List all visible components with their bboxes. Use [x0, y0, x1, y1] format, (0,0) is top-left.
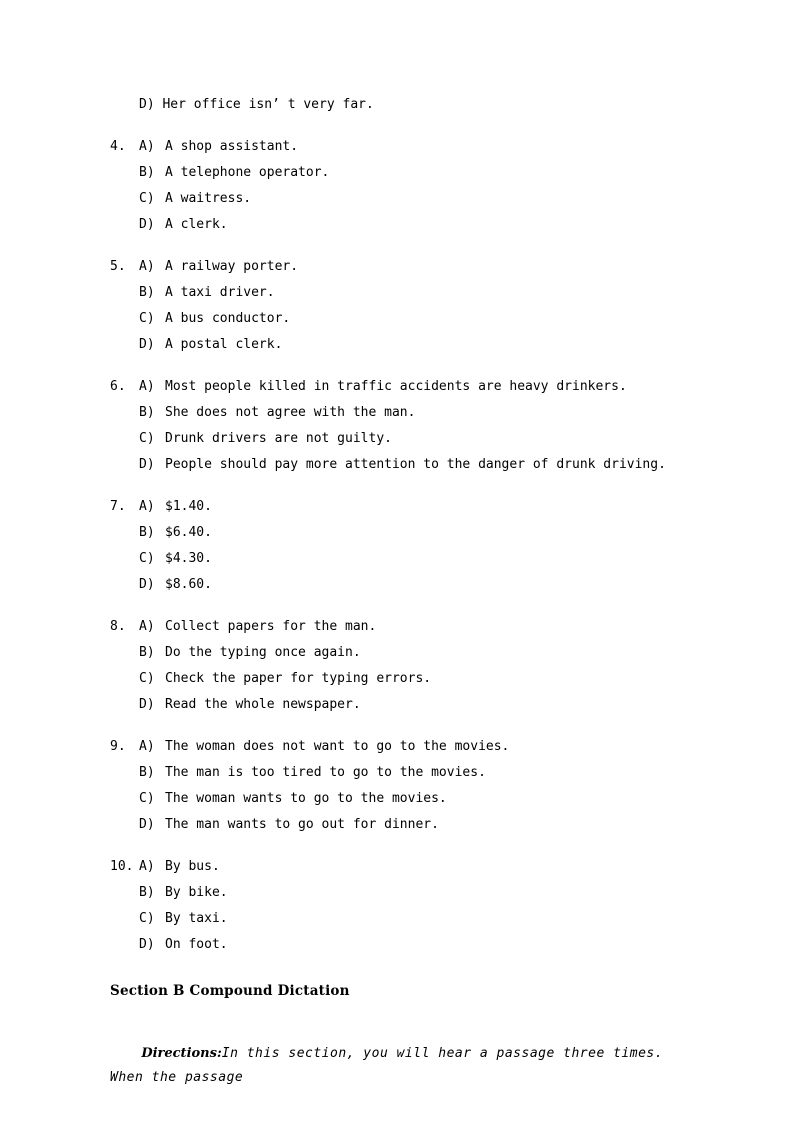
question-number: 9.	[110, 739, 126, 754]
question-option-row[interactable]	[110, 254, 698, 280]
question-option-row[interactable]	[110, 932, 698, 958]
option-letter: C)	[139, 671, 155, 686]
option-text: Collect papers for the man.	[165, 619, 377, 634]
directions-label: Directions:	[141, 1046, 222, 1061]
question-option-row[interactable]	[110, 280, 698, 306]
option-letter: C)	[139, 911, 155, 926]
question-option-row[interactable]	[110, 614, 698, 640]
option-text: $6.40.	[165, 525, 212, 540]
option-letter: A)	[139, 499, 155, 514]
option-letter: C)	[139, 551, 155, 566]
question-option-row[interactable]	[110, 640, 698, 666]
option-text: A shop assistant.	[165, 139, 299, 154]
option-letter: D)	[139, 577, 155, 592]
option-letter: B)	[139, 285, 155, 300]
question-option-row[interactable]	[110, 452, 698, 478]
question-block	[110, 374, 698, 478]
question-option-row[interactable]	[110, 212, 698, 238]
option-letter: B)	[139, 885, 155, 900]
question-option-row[interactable]	[110, 186, 698, 212]
option-letter: A)	[139, 259, 155, 274]
option-letter: A)	[139, 859, 155, 874]
question-option-row[interactable]	[110, 572, 698, 598]
question-number: 5.	[110, 259, 126, 274]
option-text: By bike.	[165, 885, 228, 900]
question-option-row[interactable]	[110, 760, 698, 786]
option-text: A clerk.	[165, 217, 228, 232]
question-option-row[interactable]	[110, 160, 698, 186]
question-block	[110, 494, 698, 598]
option-text: Do the typing once again.	[165, 645, 361, 660]
question-option-row[interactable]	[110, 854, 698, 880]
question-option-row[interactable]	[110, 134, 698, 160]
option-letter: B)	[139, 645, 155, 660]
option-text: A taxi driver.	[165, 285, 275, 300]
option-letter: C)	[139, 791, 155, 806]
option-text: By taxi.	[165, 911, 228, 926]
option-letter: C)	[139, 311, 155, 326]
question-option-row[interactable]	[110, 906, 698, 932]
option-text: A waitress.	[165, 191, 252, 206]
question-block	[110, 614, 698, 718]
option-letter: D)	[139, 817, 155, 832]
option-letter: B)	[139, 525, 155, 540]
question-option-row[interactable]	[110, 786, 698, 812]
question-block	[110, 734, 698, 838]
directions-text: In this section, you will hear a passage three times. When the passage	[110, 1046, 672, 1085]
option-letter: D)	[139, 457, 155, 472]
option-text: The woman does not want to go to the movies.	[165, 739, 510, 754]
question-number: 7.	[110, 499, 126, 514]
option-letter: A)	[139, 619, 155, 634]
option-text: People should pay more attention to the danger of drunk driving.	[165, 457, 666, 472]
option-text: Read the whole newspaper.	[165, 697, 361, 712]
option-letter: A)	[139, 739, 155, 754]
question-option-row[interactable]	[110, 546, 698, 572]
question-option-row[interactable]	[110, 400, 698, 426]
option-letter: A)	[139, 139, 155, 154]
option-letter: D)	[139, 217, 155, 232]
option-letter: C)	[139, 431, 155, 446]
option-text: A telephone operator.	[165, 165, 330, 180]
question-option-row[interactable]	[110, 426, 698, 452]
option-letter: B)	[139, 405, 155, 420]
question-option-row[interactable]	[110, 374, 698, 400]
option-text: A bus conductor.	[165, 311, 291, 326]
question-option-row[interactable]	[110, 520, 698, 546]
question-option-row[interactable]	[110, 666, 698, 692]
question-option-row[interactable]	[110, 880, 698, 906]
question-number: 4.	[110, 139, 126, 154]
option-text: By bus.	[165, 859, 220, 874]
question-option-row[interactable]	[110, 692, 698, 718]
option-letter: B)	[139, 765, 155, 780]
questions-list	[110, 134, 698, 958]
question-number: 10.	[110, 859, 134, 874]
question-option-row[interactable]	[110, 734, 698, 760]
option-letter: A)	[139, 379, 155, 394]
question-block	[110, 854, 698, 958]
option-text: A postal clerk.	[165, 337, 283, 352]
section-heading: Section B Compound Dictation	[110, 983, 350, 999]
question-option-row[interactable]	[110, 494, 698, 520]
question-option-row[interactable]	[110, 332, 698, 358]
option-letter: D)	[139, 937, 155, 952]
option-text: $1.40.	[165, 499, 212, 514]
option-text: The man wants to go out for dinner.	[165, 817, 439, 832]
orphan-option-line: D) Her office isn’ t very far.	[139, 97, 374, 112]
question-number: 6.	[110, 379, 126, 394]
question-number: 8.	[110, 619, 126, 634]
option-text: Check the paper for typing errors.	[165, 671, 432, 686]
option-text: Most people killed in traffic accidents are heavy drinkers.	[165, 379, 627, 394]
option-text: $8.60.	[165, 577, 212, 592]
option-text: The man is too tired to go to the movies.	[165, 765, 486, 780]
directions-paragraph	[110, 1018, 698, 1114]
question-block	[110, 254, 698, 358]
option-text: $4.30.	[165, 551, 212, 566]
option-letter: D)	[139, 697, 155, 712]
option-text: Drunk drivers are not guilty.	[165, 431, 392, 446]
question-option-row[interactable]	[110, 306, 698, 332]
option-letter: C)	[139, 191, 155, 206]
option-text: She does not agree with the man.	[165, 405, 416, 420]
question-block	[110, 134, 698, 238]
option-letter: D)	[139, 337, 155, 352]
question-option-row[interactable]	[110, 812, 698, 838]
option-text: A railway porter.	[165, 259, 299, 274]
option-text: The woman wants to go to the movies.	[165, 791, 447, 806]
option-text: On foot.	[165, 937, 228, 952]
option-letter: B)	[139, 165, 155, 180]
